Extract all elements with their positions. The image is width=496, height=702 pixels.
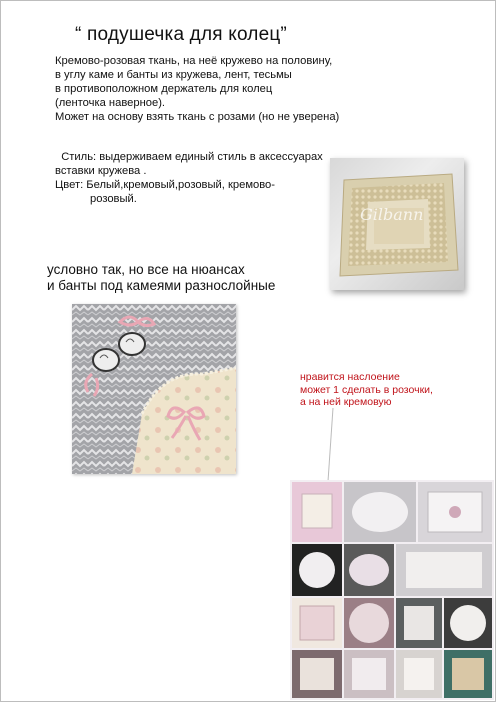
reference-pillow-photo (330, 158, 464, 290)
style-line: Стиль: выдерживаем единый стиль в аксессуарах (55, 151, 323, 163)
description-line: Кремово-розовая ткань, на неё кружево на половину, (55, 55, 333, 67)
style-line: вставки кружева . (55, 165, 147, 177)
page-title: “ подушечка для колец” (75, 24, 287, 45)
style-block (55, 150, 335, 206)
photo-watermark: Gilbann (360, 205, 424, 224)
red-note (300, 371, 433, 409)
note-line: и банты под камеями разнослойные (47, 278, 276, 293)
pillow-collage-mockup (72, 304, 236, 474)
red-note-line: нравится наслоение (300, 371, 400, 383)
description-block (55, 54, 385, 124)
red-note-line: а на ней кремовую (300, 396, 392, 408)
color-line: Цвет: Белый,кремовый,розовый, кремово- (55, 179, 276, 191)
description-line: (ленточка наверное). (55, 97, 166, 109)
note-block (47, 262, 275, 294)
red-note-line: может 1 сделать в розочки, (300, 383, 433, 396)
description-line: в углу каме и банты из кружева, лент, тесьмы (55, 69, 292, 81)
description-line: в противоположном держатель для колец (55, 83, 273, 95)
reference-photo-grid (290, 480, 494, 700)
description-line: Может на основу взять ткань с розами (но не уверена) (55, 111, 340, 123)
note-line: условно так, но все на нюансах (47, 262, 245, 277)
color-line: розовый. (90, 193, 137, 205)
